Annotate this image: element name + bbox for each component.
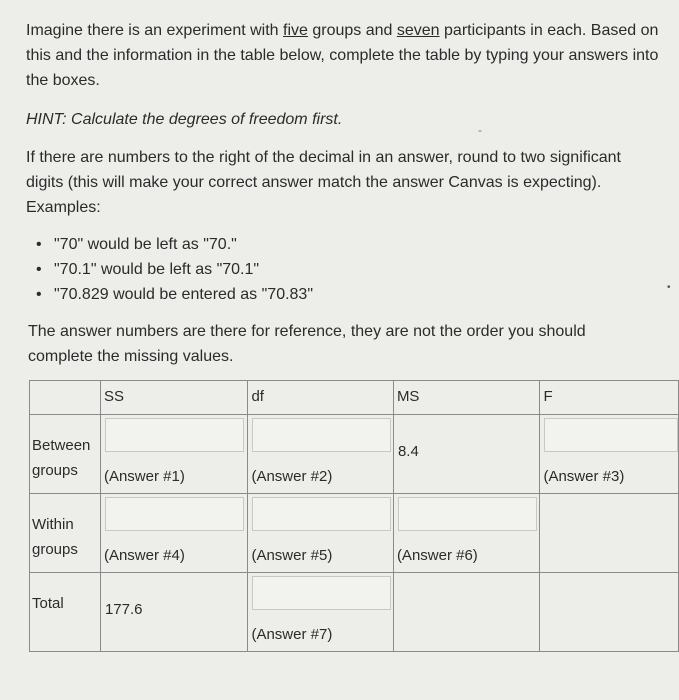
intro-paragraph bbox=[26, 18, 666, 93]
answer-2-label: (Answer #2) bbox=[251, 468, 333, 485]
stray-dot: • bbox=[667, 282, 671, 293]
intro-text-2: groups and bbox=[307, 22, 397, 39]
answer-1-input[interactable] bbox=[105, 418, 244, 452]
answer-5-input[interactable] bbox=[252, 497, 391, 531]
rounding-instructions: If there are numbers to the right of the decimal in an answer, round to two significant digits (this will make your correct answer match the answer Canvas is expecting). Examples: bbox=[26, 149, 621, 216]
anova-table bbox=[29, 380, 679, 652]
header-f: F bbox=[540, 381, 679, 415]
answer-7-label: (Answer #7) bbox=[251, 626, 333, 643]
answer-7-input[interactable] bbox=[252, 576, 391, 610]
table-row-total bbox=[30, 573, 679, 652]
header-df: df bbox=[248, 381, 393, 415]
cell-between-f bbox=[540, 415, 679, 494]
example-item: • "70.1" would be left as "70.1" bbox=[26, 257, 313, 282]
cell-total-f-empty bbox=[540, 573, 679, 652]
answer-4-label: (Answer #4) bbox=[103, 547, 185, 564]
answer-6-label: (Answer #6) bbox=[396, 547, 478, 564]
intro-participants-word: seven bbox=[396, 22, 440, 39]
cell-total-ss bbox=[100, 573, 248, 652]
intro-text-1: Imagine there is an experiment with bbox=[26, 22, 284, 39]
answer-3-label: (Answer #3) bbox=[543, 468, 625, 485]
cell-between-ss bbox=[100, 415, 248, 494]
cell-between-df bbox=[248, 415, 393, 494]
table-row-within bbox=[30, 494, 679, 573]
answer-4-input[interactable] bbox=[105, 497, 244, 531]
cell-total-df bbox=[248, 573, 393, 652]
row-label-total: Total bbox=[30, 573, 101, 652]
table-header-row bbox=[30, 381, 679, 415]
cell-within-ms bbox=[393, 494, 540, 573]
answer-1-label: (Answer #1) bbox=[103, 468, 185, 485]
answer-6-input[interactable] bbox=[398, 497, 537, 531]
table-row-between bbox=[30, 415, 679, 494]
example-item: • "70" would be left as "70." bbox=[26, 232, 313, 257]
intro-text-3: participants in each. Based on this and the information in the table below, complete the table by typing your answers into the boxes. bbox=[26, 22, 659, 89]
cell-within-ss bbox=[100, 494, 248, 573]
example-item: • "70.829 would be entered as "70.83" bbox=[26, 282, 313, 307]
answer-5-label: (Answer #5) bbox=[251, 547, 333, 564]
header-ss: SS bbox=[100, 381, 248, 415]
cell-within-f-empty bbox=[540, 494, 679, 573]
total-ss-value: 177.6 bbox=[104, 601, 143, 618]
cell-total-ms-empty bbox=[393, 573, 540, 652]
cell-within-df bbox=[248, 494, 393, 573]
cell-between-ms bbox=[393, 415, 540, 494]
row-label-within: Within groups bbox=[30, 494, 101, 573]
intro-groups-word: five bbox=[283, 22, 308, 39]
between-ms-value: 8.4 bbox=[397, 443, 419, 460]
header-empty-cell bbox=[30, 381, 101, 415]
stray-mark: - bbox=[478, 123, 482, 137]
row-label-between: Between groups bbox=[30, 415, 101, 494]
hint-text: HINT: Calculate the degrees of freedom first. bbox=[26, 111, 343, 128]
header-ms: MS bbox=[393, 381, 540, 415]
answer-3-input[interactable] bbox=[544, 418, 678, 452]
examples-list bbox=[26, 232, 313, 307]
answer-2-input[interactable] bbox=[252, 418, 391, 452]
reference-note: The answer numbers are there for reference, they are not the order you should complete the missing values. bbox=[28, 323, 586, 365]
